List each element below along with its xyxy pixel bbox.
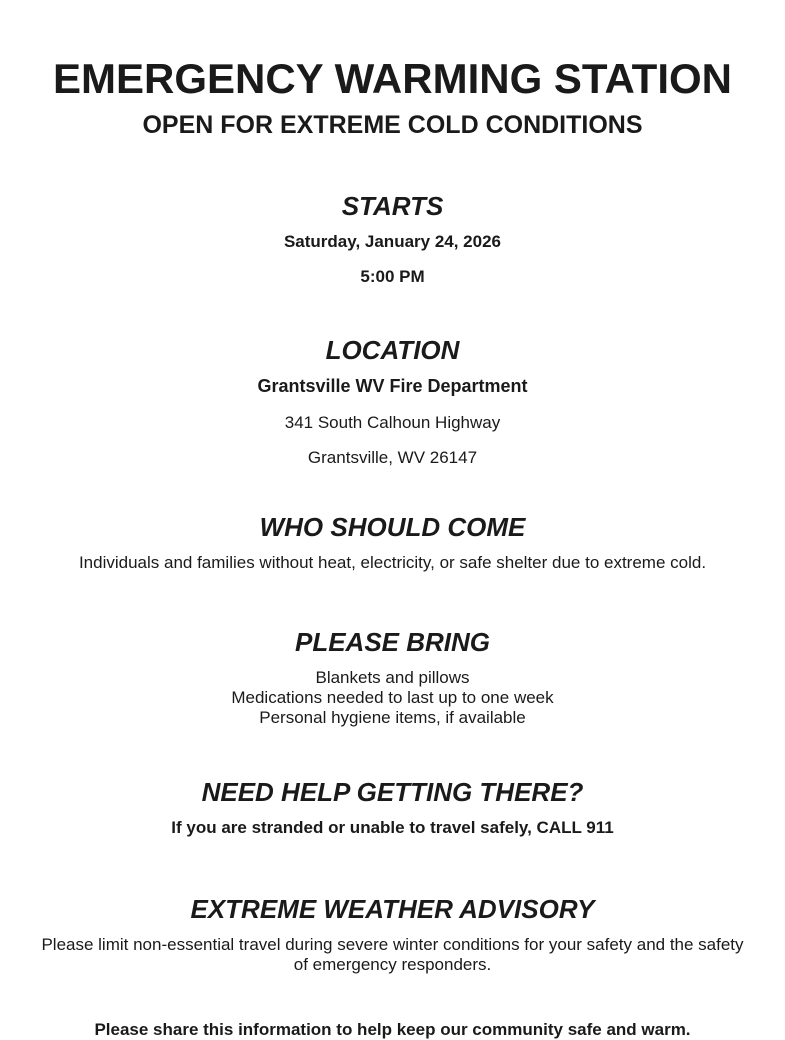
section-please-bring xyxy=(0,628,785,727)
section-who-should-come xyxy=(0,513,785,573)
bring-heading: PLEASE BRING xyxy=(294,627,491,658)
flyer-subtitle: OPEN FOR EXTREME COLD CONDITIONS xyxy=(142,111,643,140)
starts-date: Saturday, January 24, 2026 xyxy=(283,231,502,251)
who-heading: WHO SHOULD COME xyxy=(259,512,526,543)
location-city: Grantsville, WV 26147 xyxy=(307,447,478,467)
help-heading: NEED HELP GETTING THERE? xyxy=(201,777,584,808)
starts-heading: STARTS xyxy=(341,190,444,221)
starts-time: 5:00 PM xyxy=(360,266,425,286)
bring-item: Blankets and pillows xyxy=(315,667,470,687)
section-weather-advisory xyxy=(0,895,785,975)
section-need-help xyxy=(0,778,785,838)
section-location xyxy=(0,336,785,468)
location-street: 341 South Calhoun Highway xyxy=(284,412,501,432)
bring-item: Medications needed to last up to one week xyxy=(231,687,554,707)
advisory-heading: EXTREME WEATHER ADVISORY xyxy=(190,894,595,925)
bring-item: Personal hygiene items, if available xyxy=(259,707,526,727)
advisory-text: Please limit non-essential travel during severe winter conditions for your safety and the safety of emergency responders. xyxy=(41,935,744,975)
footer-share-message: Please share this information to help keep our community safe and warm. xyxy=(94,1019,691,1039)
section-starts xyxy=(0,192,785,287)
who-text: Individuals and families without heat, electricity, or safe shelter due to extreme cold. xyxy=(78,552,707,572)
help-text: If you are stranded or unable to travel safely, CALL 911 xyxy=(171,818,614,838)
location-heading: LOCATION xyxy=(325,335,460,366)
location-name: Grantsville WV Fire Department xyxy=(257,375,528,396)
flyer-title: EMERGENCY WARMING STATION xyxy=(52,55,732,102)
